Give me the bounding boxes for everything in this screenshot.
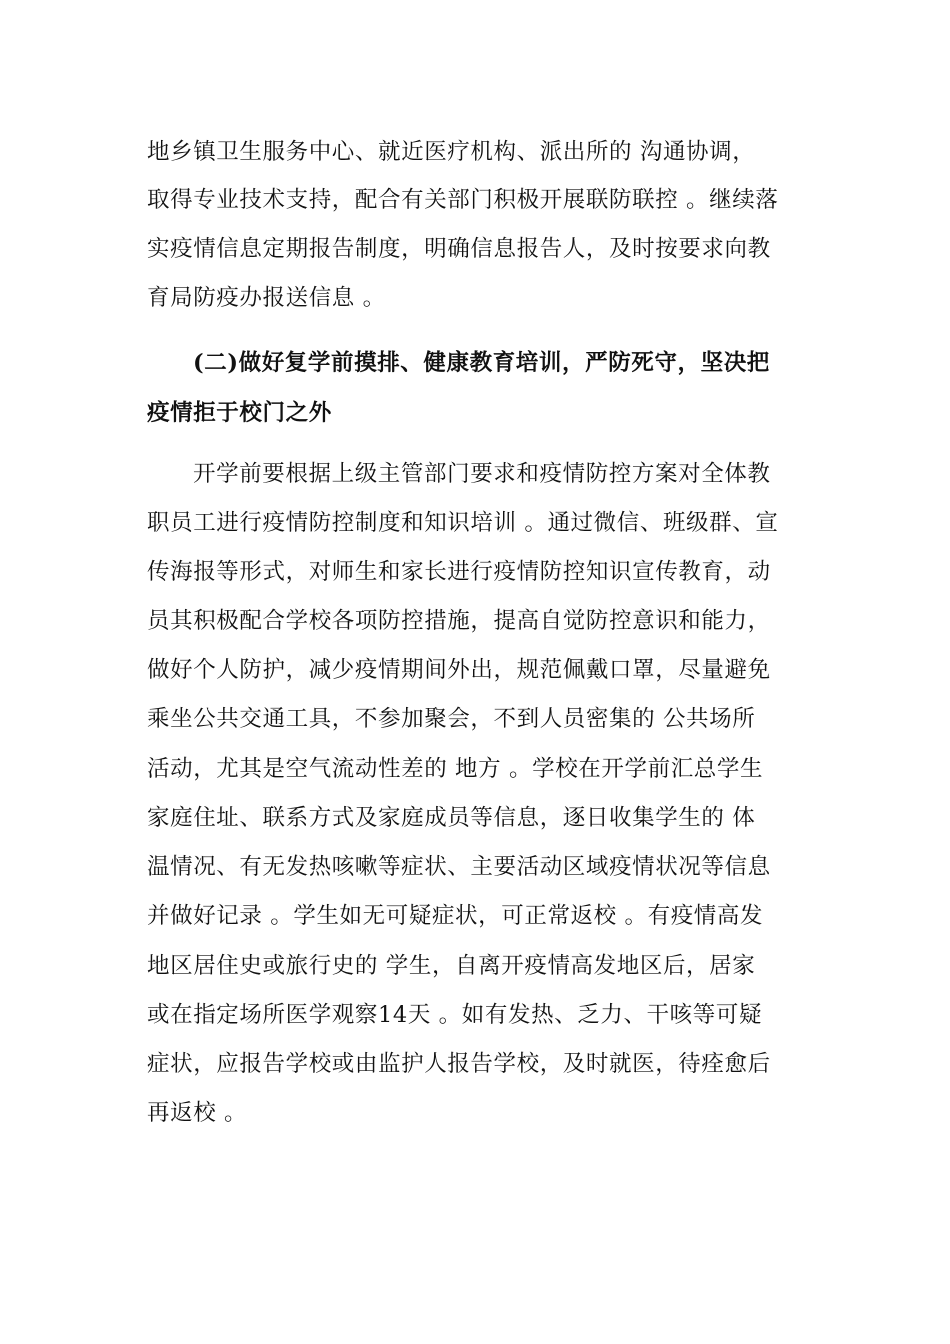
- paragraph-line: 做好个人防护，减少疫情期间外出，规范佩戴口罩，尽量避免: [147, 657, 771, 683]
- paragraph-line: 再返校 。: [147, 1100, 248, 1126]
- paragraph-line: 职员工进行疫情防控制度和知识培训 。通过微信、班级群、宣: [147, 510, 779, 536]
- paragraph-line: 症状，应报告学校或由监护人报告学校，及时就医，待痊愈后: [147, 1051, 771, 1077]
- section-heading: (二)做好复学前摸排、健康教育培训，严防死守，坚决把: [193, 350, 770, 376]
- paragraph-line: 家庭住址、联系方式及家庭成员等信息，逐日收集学生的 体: [147, 805, 756, 831]
- paragraph-line: 开学前要根据上级主管部门要求和疫情防控方案对全体教: [193, 461, 771, 487]
- paragraph-line: 乘坐公共交通工具，不参加聚会，不到人员密集的 公共场所: [147, 706, 756, 732]
- paragraph-line: 实疫情信息定期报告制度，明确信息报告人，及时按要求向教: [147, 236, 771, 262]
- paragraph-line: 并做好记录 。学生如无可疑症状，可正常返校 。有疫情高发: [147, 903, 764, 929]
- paragraph-line: 或在指定场所医学观察14天 。如有发热、乏力、干咳等可疑: [147, 1002, 763, 1028]
- paragraph-line: 传海报等形式，对师生和家长进行疫情防控知识宣传教育，动: [147, 559, 771, 585]
- paragraph-line: 地区居住史或旅行史的 学生，自离开疫情高发地区后，居家: [147, 953, 756, 979]
- paragraph-line: 育局防疫办报送信息 。: [147, 285, 386, 311]
- paragraph-line: 活动，尤其是空气流动性差的 地方 。学校在开学前汇总学生: [147, 756, 764, 782]
- paragraph-line: 取得专业技术支持，配合有关部门积极开展联防联控 。继续落: [147, 187, 779, 213]
- paragraph-line: 员其积极配合学校各项防控措施，提高自觉防控意识和能力，: [147, 608, 771, 634]
- section-heading: 疫情拒于校门之外: [147, 400, 332, 426]
- paragraph-line: 温情况、有无发热咳嗽等症状、主要活动区域疫情状况等信息: [147, 854, 771, 880]
- paragraph-line: 地乡镇卫生服务中心、就近医疗机构、派出所的 沟通协调，: [147, 139, 756, 165]
